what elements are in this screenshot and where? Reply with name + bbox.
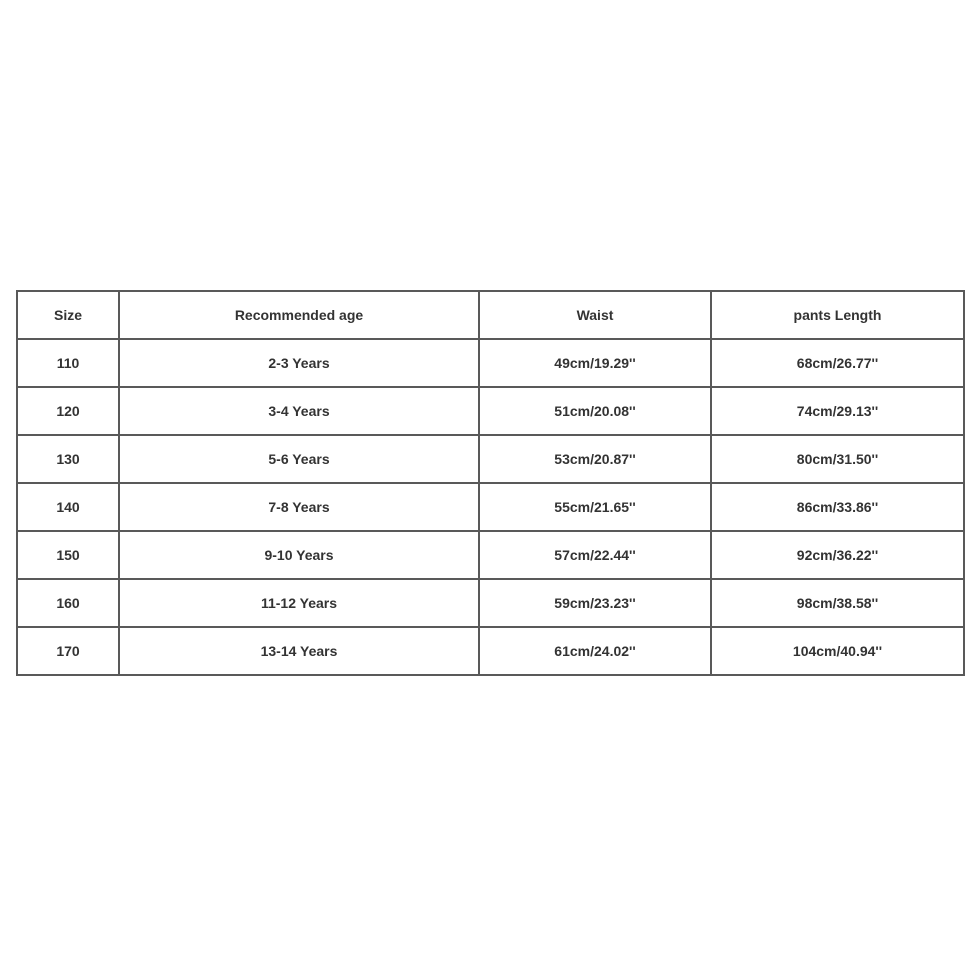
cell-waist: 49cm/19.29'' <box>479 339 711 387</box>
table-row <box>17 339 964 387</box>
cell-pants-length: 68cm/26.77'' <box>711 339 964 387</box>
header-waist: Waist <box>479 291 711 339</box>
cell-pants-length: 86cm/33.86'' <box>711 483 964 531</box>
cell-recommended-age: 9-10 Years <box>119 531 479 579</box>
cell-pants-length: 104cm/40.94'' <box>711 627 964 675</box>
cell-size: 160 <box>17 579 119 627</box>
cell-size: 110 <box>17 339 119 387</box>
cell-pants-length: 74cm/29.13'' <box>711 387 964 435</box>
cell-waist: 55cm/21.65'' <box>479 483 711 531</box>
cell-recommended-age: 13-14 Years <box>119 627 479 675</box>
cell-recommended-age: 5-6 Years <box>119 435 479 483</box>
cell-waist: 59cm/23.23'' <box>479 579 711 627</box>
cell-size: 130 <box>17 435 119 483</box>
cell-waist: 57cm/22.44'' <box>479 531 711 579</box>
header-recommended-age: Recommended age <box>119 291 479 339</box>
cell-pants-length: 92cm/36.22'' <box>711 531 964 579</box>
cell-recommended-age: 11-12 Years <box>119 579 479 627</box>
table-header-row <box>17 291 964 339</box>
cell-size: 140 <box>17 483 119 531</box>
table-row <box>17 627 964 675</box>
cell-waist: 53cm/20.87'' <box>479 435 711 483</box>
cell-pants-length: 80cm/31.50'' <box>711 435 964 483</box>
table-row <box>17 387 964 435</box>
cell-size: 170 <box>17 627 119 675</box>
cell-recommended-age: 2-3 Years <box>119 339 479 387</box>
cell-pants-length: 98cm/38.58'' <box>711 579 964 627</box>
table-row <box>17 531 964 579</box>
table-row <box>17 435 964 483</box>
cell-size: 120 <box>17 387 119 435</box>
cell-size: 150 <box>17 531 119 579</box>
header-pants-length: pants Length <box>711 291 964 339</box>
cell-recommended-age: 7-8 Years <box>119 483 479 531</box>
table-row <box>17 483 964 531</box>
table-row <box>17 579 964 627</box>
cell-recommended-age: 3-4 Years <box>119 387 479 435</box>
cell-waist: 51cm/20.08'' <box>479 387 711 435</box>
size-chart-table <box>16 290 965 676</box>
cell-waist: 61cm/24.02'' <box>479 627 711 675</box>
header-size: Size <box>17 291 119 339</box>
